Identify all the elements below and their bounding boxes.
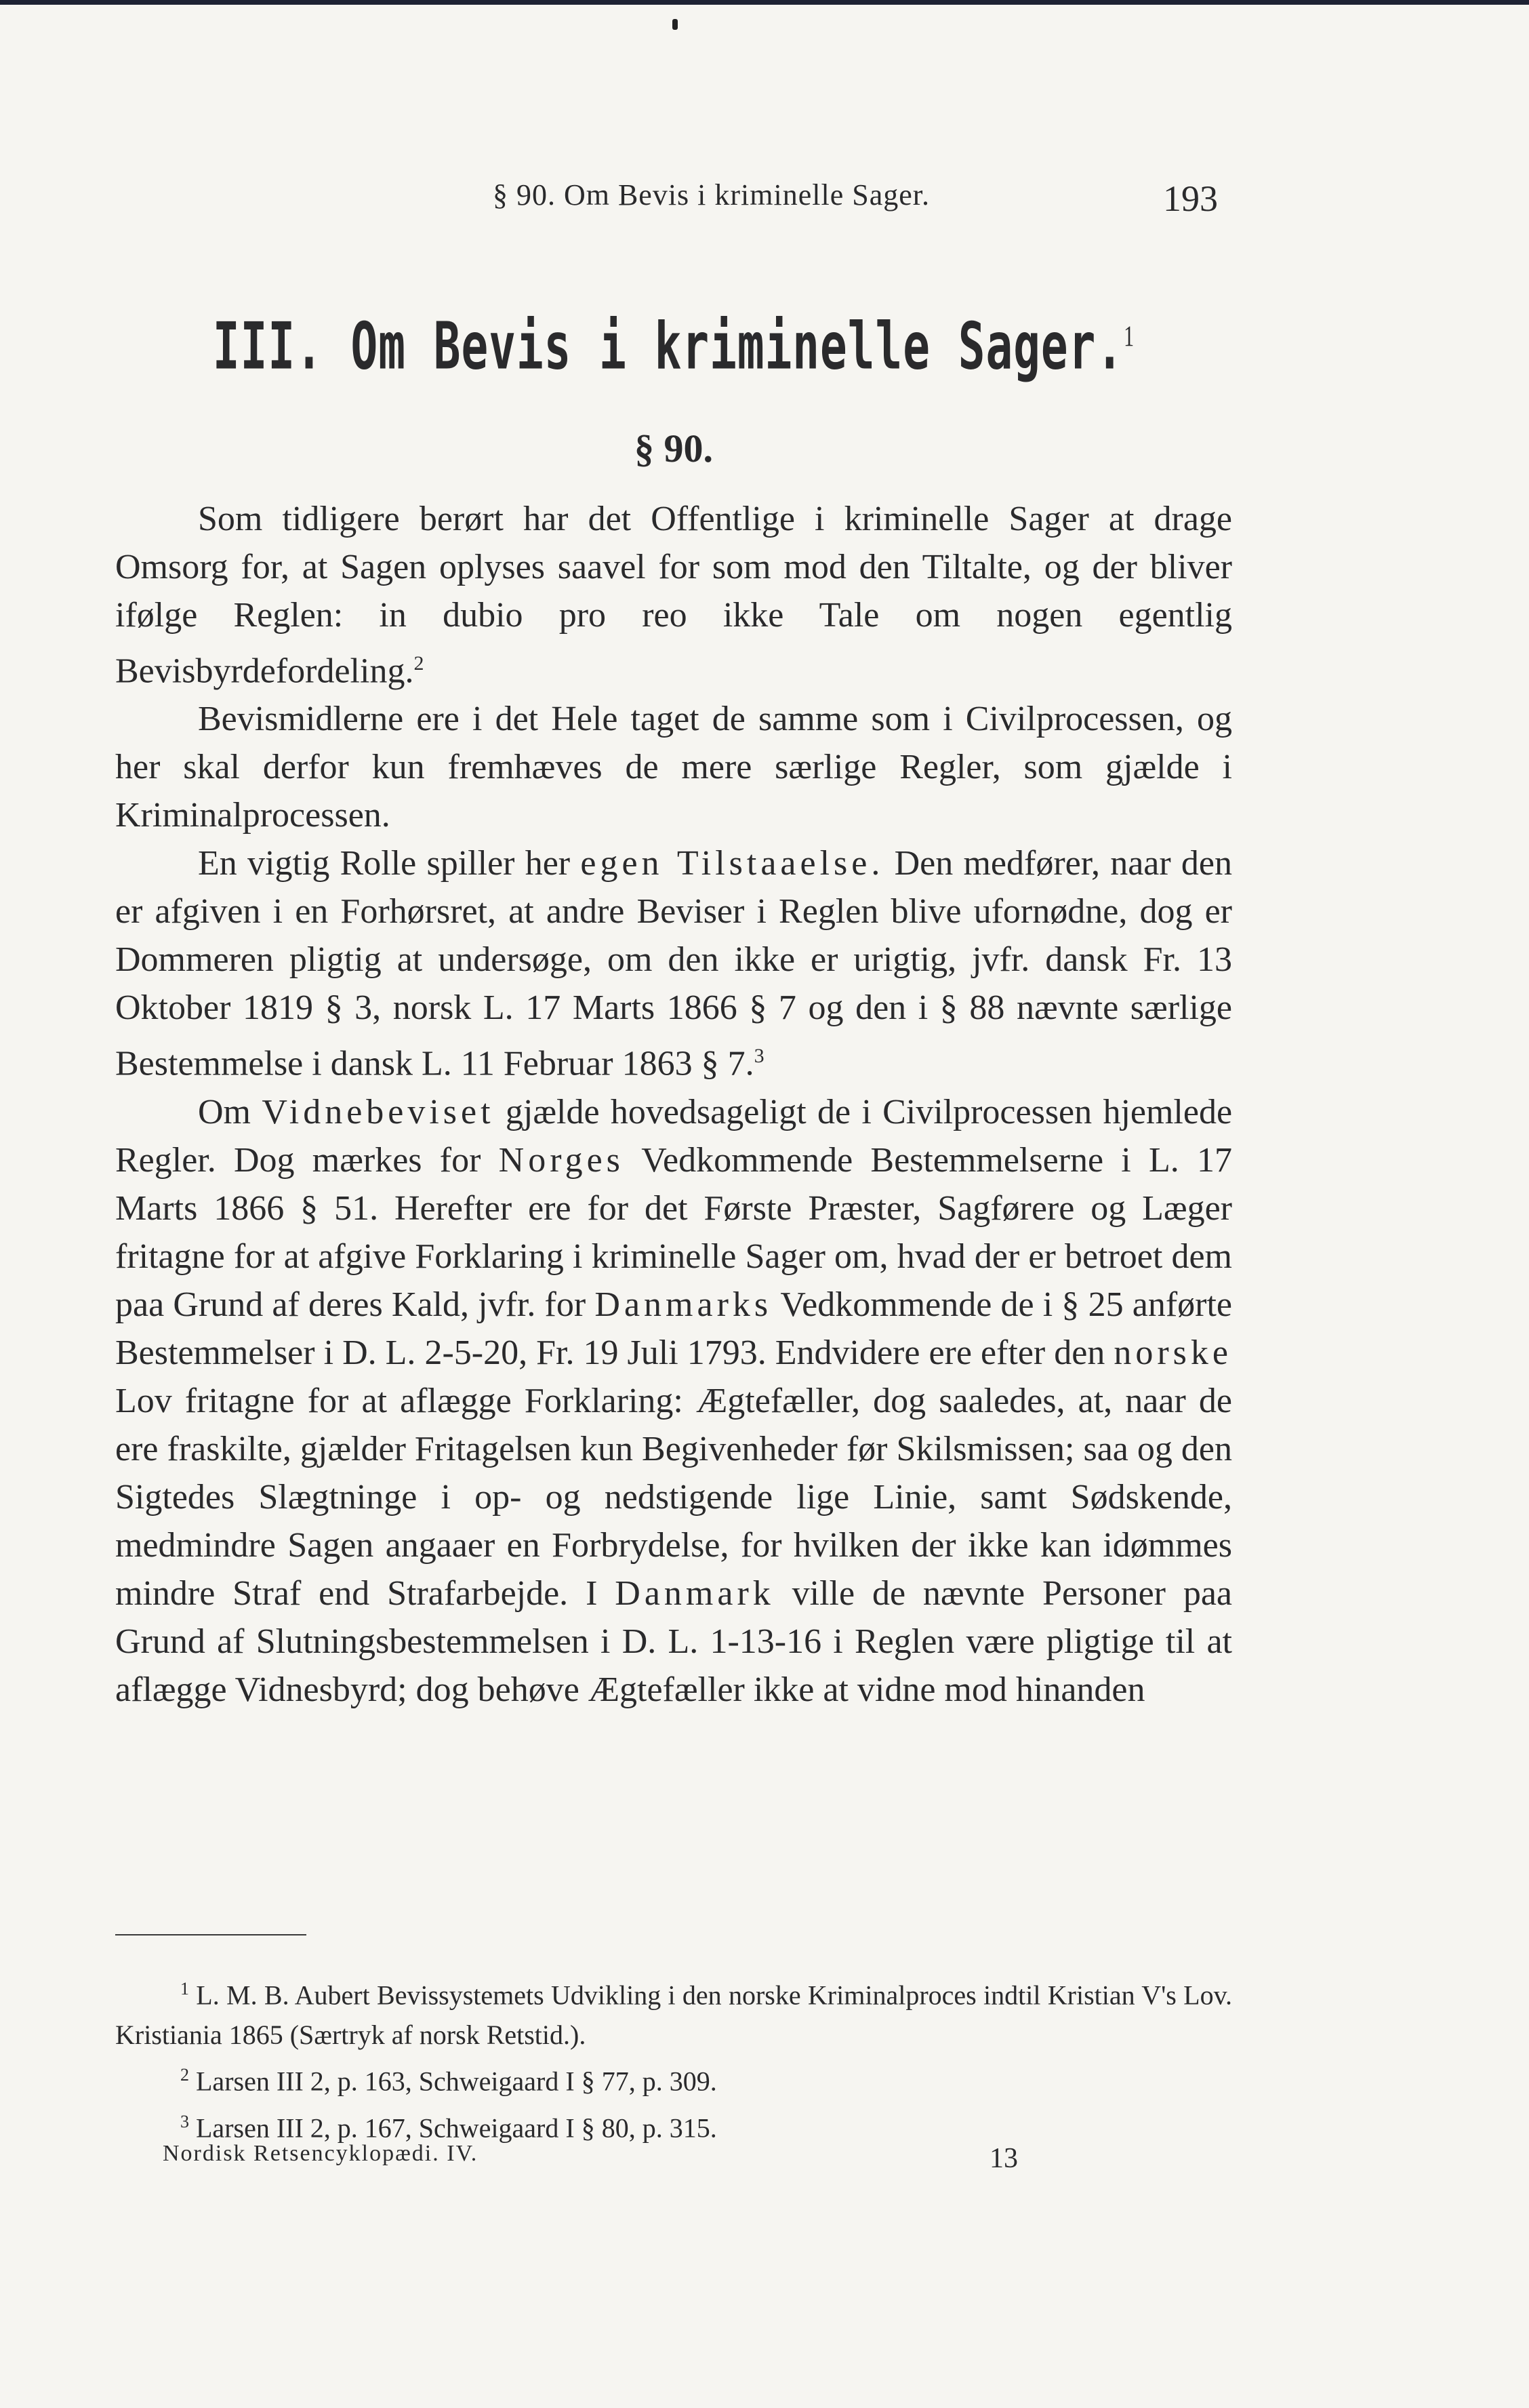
signature-line: Nordisk Retsencyklopædi. IV. xyxy=(163,2141,478,2166)
chapter-title xyxy=(115,308,1232,384)
emphasis: Danmarks xyxy=(594,1285,773,1324)
paragraph xyxy=(115,495,1232,695)
page-number: 193 xyxy=(1163,178,1218,219)
paragraph-text: En vigtig Rolle spiller her xyxy=(198,844,571,883)
emphasis: Vidnebeviset xyxy=(262,1092,495,1131)
section-title: § 90. xyxy=(634,426,713,470)
ink-speck xyxy=(672,19,678,30)
footnote-ref: 1 xyxy=(1124,320,1135,353)
footnote-divider xyxy=(115,1934,306,1935)
footnote-text: Larsen III 2, p. 167, Schweigaard I § 80, p. 315. xyxy=(196,2112,717,2143)
paragraph-text: Som tidligere berørt har det Offentlige i kriminelle Sager at drage Omsorg for, at Sagen oplyses saavel for som mod den Tiltalte, og der bliver ifølge Reglen: in dubio pro reo ikke Tale om nogen egentlig Bevisbyrdefordeling. xyxy=(115,500,1232,691)
footnote-ref: 2 xyxy=(413,652,424,675)
paragraph xyxy=(115,695,1232,839)
footnotes xyxy=(115,1969,1232,2148)
emphasis: Danmark xyxy=(615,1573,775,1613)
paragraph-text: Lov fritagne for at aflægge Forklaring: Ægtefæller, dog saaledes, at, naar de ere fraskilte, gjælder Fritagelsen kun Begivenheder før Skilsmissen; saa og den Sigtedes Slægtninge i op- og nedstigende lige Linie, samt Sødskende, medmindre Sagen angaaer en Forbrydelse, for hvilken der ikke kan idømmes mindre Straf end Strafarbejde. I xyxy=(115,1381,1232,1613)
paragraph xyxy=(115,839,1232,1087)
body-text xyxy=(115,495,1232,1714)
paragraph-text: gjælde hovedsageligt de i Civilprocessen hjemlede Regler. Dog mærkes for xyxy=(115,1092,1233,1180)
paragraph-text: Den medfører, naar den er afgiven i en Forhørsret, at andre Beviser i Reglen blive ufornødne, dog er Dommeren pligtig at undersøge, om den ikke er urigtig, jvfr. dansk Fr. 13 Oktober 1819 § 3, norsk L. 17 Marts 1866 § 7 og den i § 88 nævnte særlige Bestemmelse i dansk L. 11 Februar 1863 § 7. xyxy=(115,844,1233,1083)
footnote-mark: 1 xyxy=(180,1979,189,1999)
footnote-text: L. M. B. Aubert Bevissystemets Udvikling i den norske Kriminalproces indtil Kristian V's Lov. Kristiania 1865 (Særtryk af norsk Retstid.). xyxy=(115,1980,1232,2051)
emphasis: norske xyxy=(1114,1333,1232,1372)
emphasis: Norges xyxy=(498,1140,624,1180)
chapter-title-text: III. Om Bevis i kriminelle Sager. xyxy=(212,308,1124,384)
emphasis: egen Tilstaaelse. xyxy=(580,844,884,883)
footnote-text: Larsen III 2, p. 163, Schweigaard I § 77, p. 309. xyxy=(196,2066,717,2097)
paragraph-text: Bevismidlerne ere i det Hele taget de samme som i Civilprocessen, og her skal derfor kun fremhæves de mere særlige Regler, som gjælde i Kriminalprocessen. xyxy=(115,700,1232,835)
paragraph-text: Vedkommende Bestemmelserne i L. 17 Marts 1866 § 51. Herefter ere for det Første Præster, Sagførere og Læger fritagne for at afgive Forklaring i kriminelle Sager om, hvad der er betroet dem paa Grund af deres Kald, jvfr. for xyxy=(115,1140,1233,1324)
footnote-ref: 3 xyxy=(754,1045,764,1068)
footnote-mark: 3 xyxy=(180,2111,189,2131)
signature-number: 13 xyxy=(990,2143,1018,2174)
scan-border xyxy=(0,0,1529,5)
paragraph-text: Vedkommende de i § 25 anførte Bestemmelser i D. L. 2-5-20, Fr. 19 Juli 1793. Endvidere ere efter den xyxy=(115,1285,1233,1372)
footnote-mark: 2 xyxy=(180,2065,189,2085)
paragraph-text: Om xyxy=(198,1092,251,1131)
footnote xyxy=(115,2055,1232,2101)
paragraph xyxy=(115,1088,1232,1714)
paragraph-text: ville de nævnte Personer paa Grund af Slutningsbestemmelsen i D. L. 1-13-16 i Reglen være pligtige til at aflægge Vidnesbyrd; dog behøve Ægtefæller ikke at vidne mod hinanden xyxy=(115,1573,1233,1709)
running-head: § 90. Om Bevis i kriminelle Sager. xyxy=(492,178,930,212)
footnote xyxy=(115,1969,1232,2055)
